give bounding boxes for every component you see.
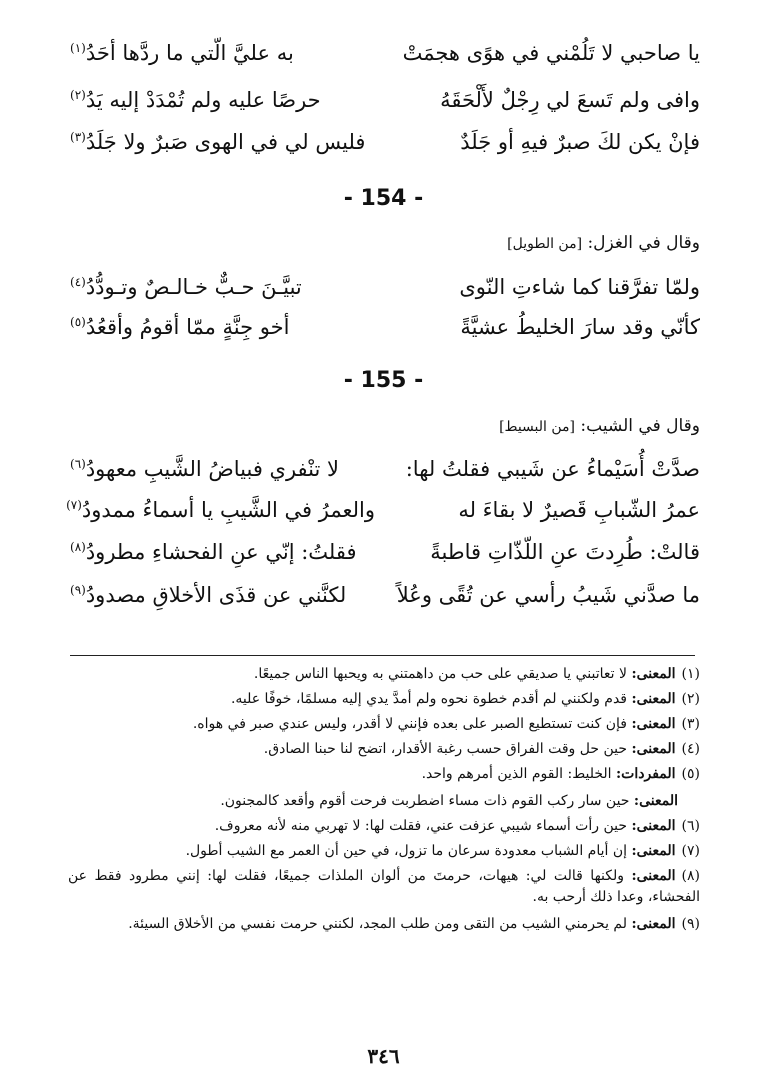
verse-second-hemistich	[70, 307, 375, 347]
verse-first-hemistich: ولمّا تفرَّقنا كما شاءتِ النّوى	[459, 275, 700, 299]
footnote-text: فإن كنت تستطيع الصبر على بعده فإنني لا أقدر، وليس عندي صبر في هواه.	[192, 716, 627, 732]
verse-text: فليس لي في الهوى صَبرٌ ولا جَلَدُ	[85, 130, 366, 154]
footnote-label: المعنى:	[631, 691, 676, 707]
footnote-number: (١)	[681, 666, 700, 682]
footnote	[68, 739, 700, 760]
verse-line	[70, 575, 700, 615]
verse-text: فقلتُ: إنّي عنِ الفحشاءِ مطرودُ	[85, 540, 357, 564]
verse-line	[70, 80, 700, 120]
footnote-ref: (٧)	[66, 498, 82, 512]
verse-line	[70, 307, 700, 347]
footnote-label: المعنى:	[631, 716, 676, 732]
verse-second-hemistich	[70, 80, 375, 120]
footnote-label: المعنى:	[631, 916, 676, 932]
footnote-ref: (٢)	[70, 88, 86, 102]
footnote-ref: (٩)	[70, 583, 86, 597]
footnote	[68, 764, 700, 785]
verse-text: أخو جِنَّةٍ ممّا أقومُ وأقعُدُ	[85, 315, 290, 339]
verse-first-hemistich: صدَّتْ أُسَيْماءُ عن شَيبي فقلتُ لها:	[405, 457, 700, 481]
verse-text: لكنَّني عن قذَى الأخلاقِ مصدودُ	[85, 583, 347, 607]
verse-second-hemistich	[70, 33, 375, 73]
footnote-ref: (٥)	[70, 315, 86, 329]
footnote-text: لم يحرمني الشيب من التقى ومن طلب المجد، لكنني حرمت نفسي من الأخلاق السيئة.	[128, 916, 627, 932]
footnote-label: المعنى:	[631, 818, 676, 834]
footnote-text: حين رأت أسماء شيبي عزفت عني، فقلت لها: لا تهربي منه لأنه معروف.	[214, 818, 627, 834]
footnote-number: (٨)	[681, 868, 701, 884]
footnote-number: (٥)	[681, 766, 700, 782]
footnote-text: قدم ولكنني لم أقدم خطوة نحوه ولم أمدَّ يدي إليه مسلمًا، خوفًا عليه.	[230, 691, 627, 707]
footnote-ref: (٨)	[70, 540, 86, 554]
verse-line	[70, 532, 700, 572]
poem-intro	[507, 233, 700, 253]
verse-line	[70, 33, 700, 73]
poem-intro	[499, 416, 700, 436]
footnote	[68, 664, 700, 685]
meter-label: [من البسيط]	[499, 419, 575, 435]
footnote-divider	[70, 655, 695, 656]
verse-line	[70, 122, 700, 162]
intro-text: وقال في الشيب:	[580, 416, 700, 436]
verse-first-hemistich: قالتْ: طُرِدتَ عنِ اللّذّاتِ قاطبةً	[430, 540, 700, 564]
footnote-text: حين حل وقت الفراق حسب رغبة الأقدار، اتضح لنا حبنا الصادق.	[263, 741, 627, 757]
verse-text: والعمرُ في الشَّيبِ يا أسماءُ ممدودُ	[81, 498, 375, 522]
footnote-label: المعنى:	[633, 793, 678, 809]
footnote-number: (٧)	[681, 843, 700, 859]
verse-text: حرصًا عليه ولم تُمْدَدْ إليه يَدُ	[85, 88, 321, 112]
meter-label: [من الطويل]	[507, 236, 583, 252]
footnote-label: المعنى:	[631, 868, 676, 884]
footnote-label: المعنى:	[631, 741, 676, 757]
footnote-number: (٣)	[681, 716, 700, 732]
footnote-ref: (٦)	[70, 457, 86, 471]
verse-second-hemistich	[70, 532, 375, 572]
footnote	[68, 914, 700, 935]
verse-text: به عليَّ الّتي ما ردَّها أحَدُ	[85, 41, 294, 65]
footnote-number: (٩)	[681, 916, 700, 932]
footnote-label: المفردات:	[616, 766, 676, 782]
verse-first-hemistich: عمرُ الشّبابِ قَصيرٌ لا بقاءَ له	[458, 498, 700, 522]
verse-text: لا تنْفري فبياضُ الشَّيبِ معهودُ	[85, 457, 340, 481]
footnote-text: إن أيام الشباب معدودة سرعان ما تزول، في حين أن العمر مع الشيب أطول.	[185, 843, 627, 859]
footnote-label: المعنى:	[631, 843, 676, 859]
verse-first-hemistich: ما صدَّني شَيبُ رأسي عن تُقًى وعُلاً	[396, 583, 700, 607]
footnote	[68, 714, 700, 735]
footnote	[68, 816, 700, 837]
footnote	[68, 841, 700, 862]
verse-first-hemistich: يا صاحبي لا تَلُمْني في هوًى هجمَتْ	[402, 41, 700, 65]
verse-first-hemistich: فإنْ يكن لكَ صبرٌ فيهِ أو جَلَدٌ	[460, 130, 700, 154]
verse-line	[70, 449, 700, 489]
footnote-text: الخليط: القوم الذين أمرهم واحد.	[421, 766, 612, 782]
footnote-number: (٦)	[681, 818, 700, 834]
footnote	[68, 791, 700, 812]
footnote-ref: (٣)	[70, 130, 86, 144]
footnote-number: (٢)	[681, 691, 700, 707]
footnote-label: المعنى:	[631, 666, 676, 682]
verse-text: تبيَّـنَ حـبٌّ خـالـصٌ وتـودُّدُ	[85, 275, 302, 299]
footnote	[68, 689, 700, 710]
verse-second-hemistich	[70, 575, 375, 615]
page-number: ٣٤٦	[367, 1044, 400, 1068]
verse-second-hemistich	[70, 449, 375, 489]
footnote-text: ولكنها قالت لي: هيهات، حرمتَ من ألوان الملذات جميعًا، فقلت لها: إنني مطرود فقط عن الفحشاء، وعدا ذلك أرحب به.	[68, 868, 700, 905]
verse-second-hemistich	[66, 490, 375, 530]
verse-first-hemistich: كأنّي وقد سارَ الخليطُ عشيَّةً	[460, 315, 700, 339]
verse-second-hemistich	[70, 267, 375, 307]
footnote-ref: (١)	[70, 41, 86, 55]
footnote-text: لا تعاتبني يا صديقي على حب من داهمتني به ويحبها الناس جميعًا.	[253, 666, 627, 682]
footnote-text: حين سار ركب القوم ذات مساء اضطربت فرحت أقوم وأقعد كالمجنون.	[220, 793, 630, 809]
poem-number: - 154 -	[343, 186, 424, 211]
verse-first-hemistich: وافى ولم تَسعَ لي رِجْلٌ لأَلْحَقَهُ	[440, 88, 700, 112]
verse-line	[70, 267, 700, 307]
verse-line	[66, 490, 700, 530]
footnote-number: (٤)	[681, 741, 700, 757]
footnote-ref: (٤)	[70, 275, 86, 289]
verse-second-hemistich	[70, 122, 375, 162]
poem-number: - 155 -	[343, 368, 424, 393]
intro-text: وقال في الغزل:	[587, 233, 700, 253]
footnote	[68, 866, 700, 908]
